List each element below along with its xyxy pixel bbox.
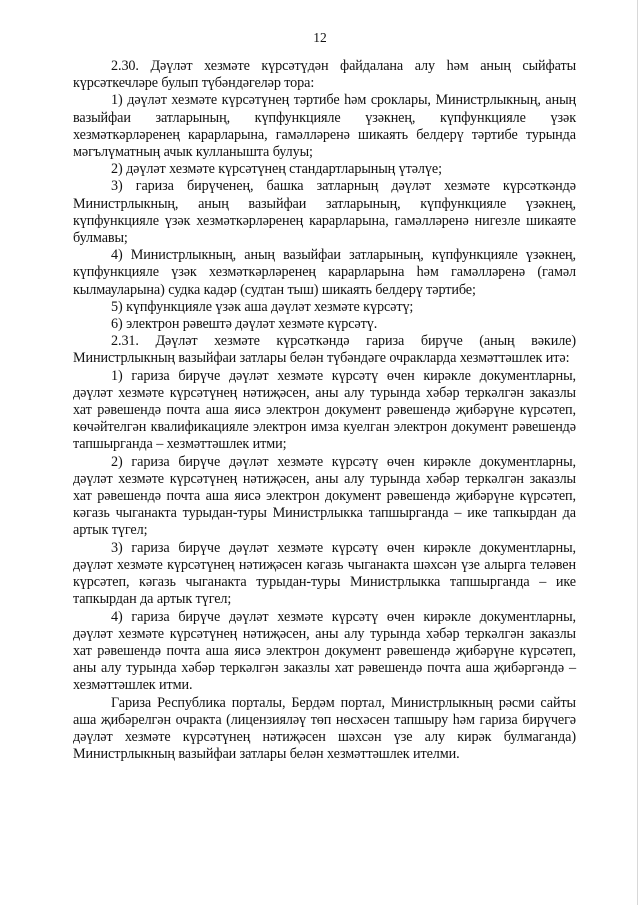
section-2-30-intro: 2.30. Дәүләт хезмәте күрсәтүдән файдалана алу һәм аның сыйфаты күрсәткечләре булып түбәндәгеләр тора:: [73, 58, 576, 92]
list-item-2-31-4: 4) гариза бирүче дәүләт хезмәте күрсәтү өчен кирәкле документларны, дәүләт хезмәте күрсәтүнең нәтиҗәсен, аны алу турында хәбәр теркәлгән заказлы хат рәвешендә почта аша яисә электрон документ рәвешендә җибәрүне күрсәтеп, аны алу турында хәбәр теркәлгән заказлы хат рәвешендә почта аша җибәргәндә – хезмәттәшлек итми.: [73, 608, 576, 694]
page-number: 12: [313, 30, 327, 45]
closing-paragraph: Гариза Республика порталы, Бердәм портал, Министрлыкның рәсми сайты аша җибәрелгән очракта (лицензияләү төп нөсхәсен тапшыру һәм гариза бирүчегә дәүләт хезмәте күрсәтүнең нәтиҗәсен шәхсән үзе алу кирәк булмаганда) Министрлыкның вазыйфаи затлары белән хезмәттәшлек ителми.: [73, 694, 576, 763]
section-2-31-intro: 2.31. Дәүләт хезмәте күрсәткәндә гариза бирүче (аның вәкиле) Министрлыкның вазыйфаи затлары белән түбәндәге очракларда хезмәттәшлек итә:: [73, 333, 576, 367]
scan-edge-line: [637, 0, 638, 905]
list-item-2-31-2: 2) гариза бирүче дәүләт хезмәте күрсәтү өчен кирәкле документларны, дәүләт хезмәте күрсәтүнең нәтиҗәсен, аны алу турында хәбәр теркәлгән заказлы хат рәвешендә почта аша яисә электрон документ рәвешендә җибәрүне күрсәтеп, кәгазь чыганакта турыдан-туры Министрлыкка тапшырганда – ике тапкырдан да артык түгел;: [73, 453, 576, 539]
list-item-2-30-1: 1) дәүләт хезмәте күрсәтүнең тәртибе һәм сроклары, Министрлыкның, аның вазыйфаи затларының, күпфункцияле үзәкнең, күпфункцияле үзәк хезмәткәрләренең карарларына, гамәлләренә шикаять белдерү тәртибе турында мәгълүматның ачык кулланышта булуы;: [73, 92, 576, 161]
list-item-2-31-1: 1) гариза бирүче дәүләт хезмәте күрсәтү өчен кирәкле документларны, дәүләт хезмәте күрсәтүнең нәтиҗәсен, аны алу турында хәбәр теркәлгән заказлы хат рәвешендә почта аша яисә электрон документ рәвешендә җибәрүне күрсәтеп, көчәйтелгән квалификацияле электрон имза куелган электрон документ рәвешендә тапшырганда – хезмәттәшлек итми;: [73, 367, 576, 453]
list-item-2-31-3: 3) гариза бирүче дәүләт хезмәте күрсәтү өчен кирәкле документларны, дәүләт хезмәте күрсәтүнең нәтиҗәсен кәгазь чыганакта шәхсән үзе алырга теләвен күрсәтеп, кәгазь чыганакта турыдан-туры Министрлыкка тапшырганда – ике тапкырдан да артык түгел;: [73, 539, 576, 608]
document-body: [73, 58, 576, 763]
list-item-2-30-2: 2) дәүләт хезмәте күрсәтүнең стандартларының үтәлүе;: [111, 161, 442, 178]
list-item-2-30-4: 4) Министрлыкның, аның вазыйфаи затларының, күпфункцияле үзәкнең, күпфункцияле үзәк хезмәткәрләренең карарларына һәм гамәлләренә (гамәл кылмауларына) судка кадәр (судтан тыш) шикаять белдерү тәртибе;: [73, 247, 576, 298]
list-item-2-30-5: 5) күпфункцияле үзәк аша дәүләт хезмәте күрсәтү;: [111, 298, 414, 315]
list-item-2-30-6: 6) электрон рәвештә дәүләт хезмәте күрсәтү.: [111, 316, 378, 333]
list-item-2-30-3: 3) гариза бирүченең, башка затларның дәүләт хезмәте күрсәткәндә Министрлыкның, аның вазыйфаи затларының, күпфункцияле үзәкнең, күпфункцияле үзәк хезмәткәрләренең карарларына, гамәлләренә нигезле шикаяте булмавы;: [73, 178, 576, 247]
